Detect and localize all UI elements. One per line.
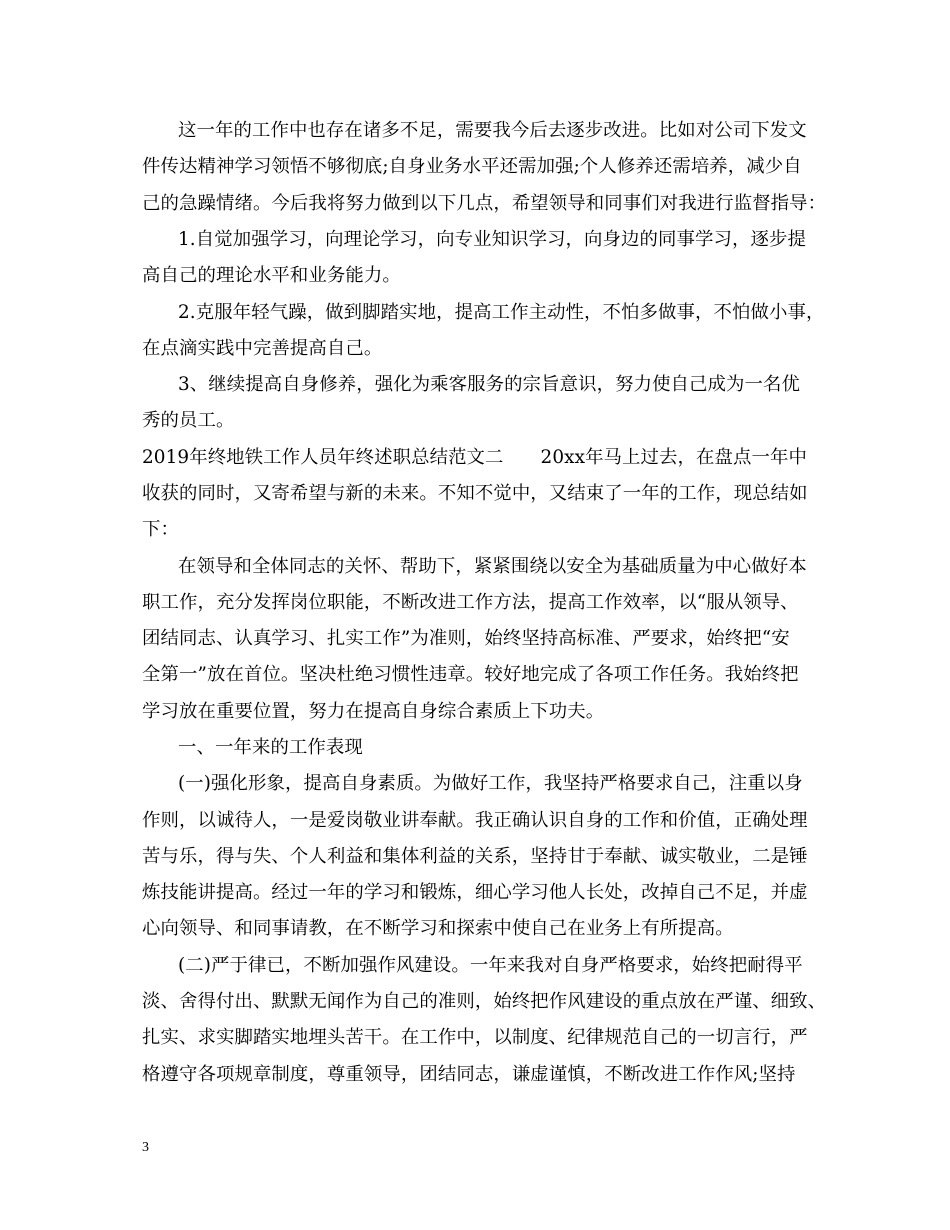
- text-line: 格遵守各项规章制度，尊重领导，团结同志，谦虚谨慎，不断改进工作作风;坚持: [142, 1064, 796, 1085]
- page-number: 3: [142, 1140, 149, 1155]
- text-line: 全第一”放在首位。坚决杜绝习惯性违章。较好地完成了各项工作任务。我始终把: [142, 664, 799, 685]
- text-line: 苦与乐，得与失、个人利益和集体利益的关系，坚持甘于奉献、诚实敬业，二是锤: [142, 846, 808, 867]
- text-line: 炼技能讲提高。经过一年的学习和锻炼，细心学习他人长处，改掉自己不足，并虚: [142, 882, 808, 903]
- section-heading: 一、一年来的工作表现: [178, 737, 363, 758]
- text-line: 己的急躁情绪。今后我将努力做到以下几点，希望领导和同事们对我进行监督指导：: [142, 193, 827, 214]
- text-line: (二)严于律已，不断加强作风建设。一年来我对自身严格要求，始终把耐得平: [178, 955, 803, 976]
- text-line: 学习放在重要位置，努力在提高自身综合素质上下功夫。: [142, 701, 605, 722]
- text-line: 作则，以诚待人，一是爱岗敬业讲奉献。我正确认识自身的工作和价值，正确处理: [142, 810, 808, 831]
- text-line: 职工作，充分发挥岗位职能，不断改进工作方法，提高工作效率，以“服从领导、: [142, 592, 799, 613]
- text-line: 下：: [142, 519, 179, 540]
- text-line: 在点滴实践中完善提高自己。: [142, 338, 383, 359]
- text-line: (一)强化形象，提高自身素质。为做好工作，我坚持严格要求自己，注重以身: [178, 773, 803, 794]
- text-line: 3、继续提高自身修养，强化为乘客服务的宗旨意识，努力使自己成为一名优: [178, 374, 800, 395]
- text-line: 这一年的工作中也存在诸多不足，需要我今后去逐步改进。比如对公司下发文: [178, 120, 807, 141]
- text-line: 高自己的理论水平和业务能力。: [142, 265, 401, 286]
- text-line: 收获的同时，又寄希望与新的未来。不知不觉中，又结束了一年的工作，现总结如: [142, 483, 808, 504]
- text-line: 心向领导、和同事请教，在不断学习和探索中使自己在业务上有所提高。: [142, 918, 734, 939]
- text-line: 团结同志、认真学习、扎实工作”为准则，始终坚持高标准、严要求，始终把“安: [142, 628, 790, 649]
- text-line: 秀的员工。: [142, 410, 235, 431]
- text-line: 2.克服年轻气躁，做到脚踏实地，提高工作主动性，不怕多做事，不怕做小事，: [178, 302, 825, 323]
- text-line: 淡、舍得付出、默默无闻作为自己的准则，始终把作风建设的重点放在严谨、细致、: [142, 991, 827, 1012]
- text-line: 1.自觉加强学习，向理论学习，向专业知识学习，向身边的同事学习，逐步提: [178, 229, 806, 250]
- text-line: 件传达精神学习领悟不够彻底;自身业务水平还需加强;个人修养还需培养，减少自: [142, 156, 802, 177]
- text-line: 在领导和全体同志的关怀、帮助下，紧紧围绕以安全为基础质量为中心做好本: [178, 556, 807, 577]
- text-line: 2019年终地铁工作人员年终述职总结范文二 20xx年马上过去，在盘点一年中: [142, 447, 807, 468]
- text-line: 扎实、求实脚踏实地埋头苦干。在工作中，以制度、纪律规范自己的一切言行，严: [142, 1027, 808, 1048]
